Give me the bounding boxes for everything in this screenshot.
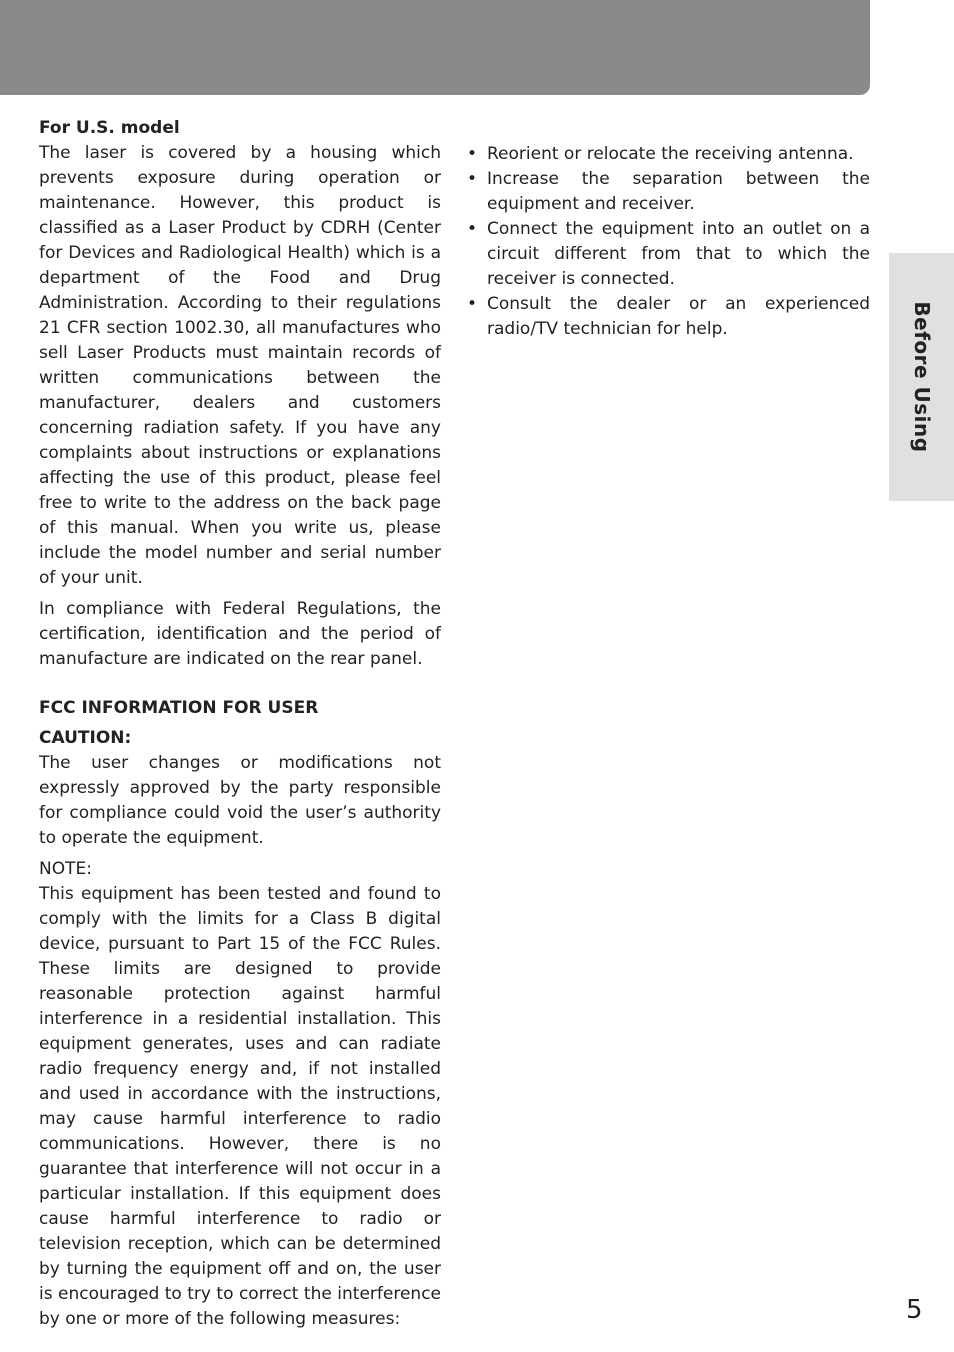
list-item (467, 292, 870, 342)
section-tab (889, 253, 954, 501)
compliance-paragraph: In compliance with Federal Regulations, the certification, identification and the period of manufacture are indicated on the rear panel. (39, 599, 441, 669)
bullet-icon: • (467, 169, 478, 189)
section-tab-label: Before Using (909, 301, 934, 453)
note-paragraph: This equipment has been tested and found to comply with the limits for a Class B digital device, pursuant to Part 15 of the FCC Rules. These limits are designed to provide reasonable protection against harmful interference in a residential installation. This equipment generates, uses and can radiate radio frequency energy and, if not installed and used in accordance with the instructions, may cause harmful interference to radio communications. However, there is no guarantee that interference will not occur in a particular installation. If this equipment does cause harmful interference to radio or television reception, which can be determined by turning the equipment off and on, the user is encouraged to try to correct the interference by one or more of the following measures: (39, 884, 441, 1329)
note-label: NOTE: (39, 859, 92, 879)
measure-text: Reorient or relocate the receiving antenna. (487, 144, 854, 164)
measure-text: Increase the separation between the equipment and receiver. (487, 169, 870, 214)
us-model-paragraph: The laser is covered by a housing which prevents exposure during operation or maintenance. However, this product is classified as a Laser Product by CDRH (Center for Devices and Radiological Health) which is a department of the Food and Drug Administration. According to their regulations 21 CFR section 1002.30, all manufactures who sell Laser Products must maintain records of written communications between the manufacturer, dealers and customers concerning radiation safety. If you have any complaints about instructions or explanations affecting the use of this product, please feel free to write to the address on the back page of this manual. When you write us, please include the model number and serial number of your unit. (39, 143, 441, 588)
right-column (467, 142, 870, 342)
fcc-heading: FCC INFORMATION FOR USER (39, 698, 319, 718)
header-band (0, 0, 870, 95)
list-item (467, 217, 870, 292)
measures-list (467, 142, 870, 342)
bullet-icon: • (467, 294, 478, 314)
measure-text: Connect the equipment into an outlet on a circuit different from that to which the receiver is connected. (487, 219, 870, 289)
measure-text: Consult the dealer or an experienced radio/TV technician for help. (487, 294, 870, 339)
left-column (39, 116, 441, 1332)
list-item (467, 142, 870, 167)
bullet-icon: • (467, 144, 478, 164)
bullet-icon: • (467, 219, 478, 239)
caution-paragraph: The user changes or modifications not expressly approved by the party responsible for compliance could void the user’s authority to operate the equipment. (39, 753, 441, 848)
caution-heading: CAUTION: (39, 728, 132, 748)
us-model-heading: For U.S. model (39, 118, 180, 138)
list-item (467, 167, 870, 217)
page-number: 5 (906, 1295, 923, 1325)
